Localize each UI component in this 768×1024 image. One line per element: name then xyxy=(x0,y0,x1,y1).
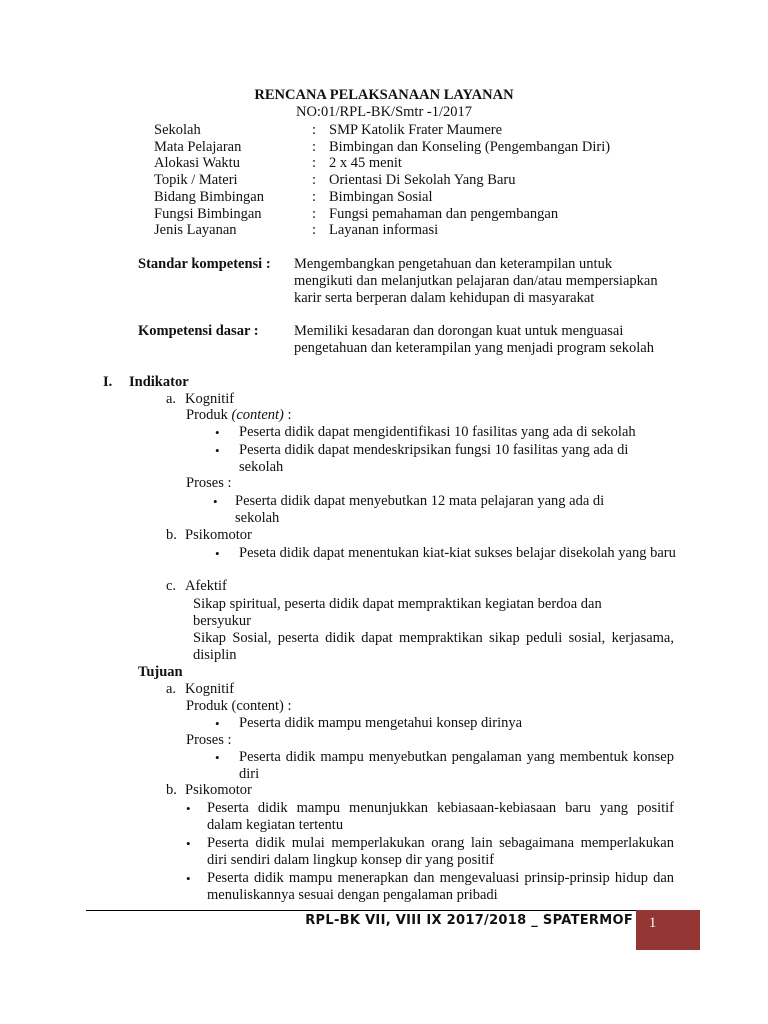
footer-divider xyxy=(86,910,700,911)
tujuan-proses-item: Peserta didik mampu menyebutkan pengalaman yang membentuk konsep diri xyxy=(239,749,674,782)
info-sep: : xyxy=(312,172,317,188)
info-label-alokasi: Alokasi Waktu xyxy=(154,155,240,171)
info-value-jenis: Layanan informasi xyxy=(329,222,439,238)
indikator-produk-item: Peserta didik dapat mendeskripsikan fungsi 10 fasilitas yang ada di sekolah xyxy=(239,442,629,475)
tujuan-a-title: Kognitif xyxy=(185,681,235,697)
info-value-topik: Orientasi Di Sekolah Yang Baru xyxy=(329,172,516,188)
tujuan-b-label: b. xyxy=(166,782,177,798)
info-label-fungsi: Fungsi Bimbingan xyxy=(154,206,262,222)
tujuan-psikomotor-item: Peserta didik mampu menerapkan dan mengevaluasi prinsip-prinsip hidup dan menuliskannya sesuai dengan pengalaman pribadi xyxy=(207,870,674,903)
indikator-b-title: Psikomotor xyxy=(185,527,252,543)
indikator-heading: Indikator xyxy=(129,374,189,390)
info-label-topik: Topik / Materi xyxy=(154,172,238,188)
indikator-a-title: Kognitif xyxy=(185,391,235,407)
kompetensi-dasar-text: Memiliki kesadaran dan dorongan kuat untuk menguasai pengetahuan dan keterampilan yang menjadi program sekolah xyxy=(294,323,654,356)
indikator-produk-label: Produk (content) : xyxy=(186,407,292,423)
indikator-proses-label: Proses : xyxy=(186,475,232,491)
indikator-c-label: c. xyxy=(166,578,177,594)
document-title: RENCANA PELAKSANAAN LAYANAN xyxy=(254,87,514,103)
info-sep: : xyxy=(312,189,317,205)
kompetensi-dasar-label: Kompetensi dasar : xyxy=(138,323,259,339)
bullet-icon: • xyxy=(186,836,191,851)
bullet-icon: • xyxy=(213,494,218,509)
tujuan-psikomotor-item: Peserta didik mulai memperlakukan orang lain sebagaimana memperlakukan diri sendiri dalam lingkup konsep dir yang positif xyxy=(207,835,674,868)
indikator-a-label: a. xyxy=(166,391,177,407)
tujuan-produk-item: Peserta didik mampu mengetahui konsep dirinya xyxy=(239,715,523,731)
info-sep: : xyxy=(312,206,317,222)
info-sep: : xyxy=(312,155,317,171)
info-sep: : xyxy=(312,222,317,238)
indikator-c-title: Afektif xyxy=(185,578,227,594)
tujuan-a-label: a. xyxy=(166,681,177,697)
info-sep: : xyxy=(312,122,317,138)
info-sep: : xyxy=(312,139,317,155)
bullet-icon: • xyxy=(215,443,220,458)
bullet-icon: • xyxy=(186,871,191,886)
tujuan-b-title: Psikomotor xyxy=(185,782,252,798)
document-number: NO:01/RPL-BK/Smtr -1/2017 xyxy=(295,104,473,120)
footer-text: RPL-BK VII, VIII IX 2017/2018 _ SPATERMOF xyxy=(305,913,633,928)
info-value-bidang: Bimbingan Sosial xyxy=(329,189,433,205)
info-label-sekolah: Sekolah xyxy=(154,122,201,138)
standar-kompetensi-text: Mengembangkan pengetahuan dan keterampilan untuk mengikuti dan melanjutkan pelajaran dan/atau mempersiapkan karir serta berperan dalam kehidupan di masyarakat xyxy=(294,256,658,306)
tujuan-produk-label: Produk (content) : xyxy=(186,698,292,714)
bullet-icon: • xyxy=(215,716,220,731)
info-value-alokasi: 2 x 45 menit xyxy=(329,155,402,171)
standar-kompetensi-label: Standar kompetensi : xyxy=(138,256,271,272)
bullet-icon: • xyxy=(215,425,220,440)
info-value-sekolah: SMP Katolik Frater Maumere xyxy=(329,122,503,138)
indikator-b-label: b. xyxy=(166,527,177,543)
bullet-icon: • xyxy=(186,801,191,816)
tujuan-psikomotor-item: Peserta didik mampu menunjukkan kebiasaan-kebiasaan baru yang positif dalam kegiatan tertentu xyxy=(207,800,674,833)
info-label-jenis: Jenis Layanan xyxy=(154,222,237,238)
tujuan-heading: Tujuan xyxy=(138,664,183,680)
info-value-mapel: Bimbingan dan Konseling (Pengembangan Diri) xyxy=(329,139,611,155)
indikator-psikomotor-item: Peseta didik dapat menentukan kiat-kiat sukses belajar disekolah yang baru xyxy=(239,545,676,561)
page-number-box xyxy=(636,910,700,950)
indikator-produk-item: Peserta didik dapat mengidentifikasi 10 fasilitas yang ada di sekolah xyxy=(239,424,636,440)
section-numeral: I. xyxy=(103,374,113,390)
indikator-afektif-sosial: Sikap Sosial, peserta didik dapat mempraktikan sikap peduli sosial, kerjasama, disiplin xyxy=(193,630,674,663)
indikator-afektif-spiritual: Sikap spiritual, peserta didik dapat mempraktikan kegiatan berdoa dan bersyukur xyxy=(193,596,602,629)
indikator-proses-item: Peserta didik dapat menyebutkan 12 mata pelajaran yang ada di sekolah xyxy=(235,493,605,526)
bullet-icon: • xyxy=(215,546,220,561)
info-label-mapel: Mata Pelajaran xyxy=(154,139,242,155)
page-number: 1 xyxy=(649,915,657,931)
bullet-icon: • xyxy=(215,750,220,765)
info-value-fungsi: Fungsi pemahaman dan pengembangan xyxy=(329,206,559,222)
info-label-bidang: Bidang Bimbingan xyxy=(154,189,264,205)
tujuan-proses-label: Proses : xyxy=(186,732,232,748)
